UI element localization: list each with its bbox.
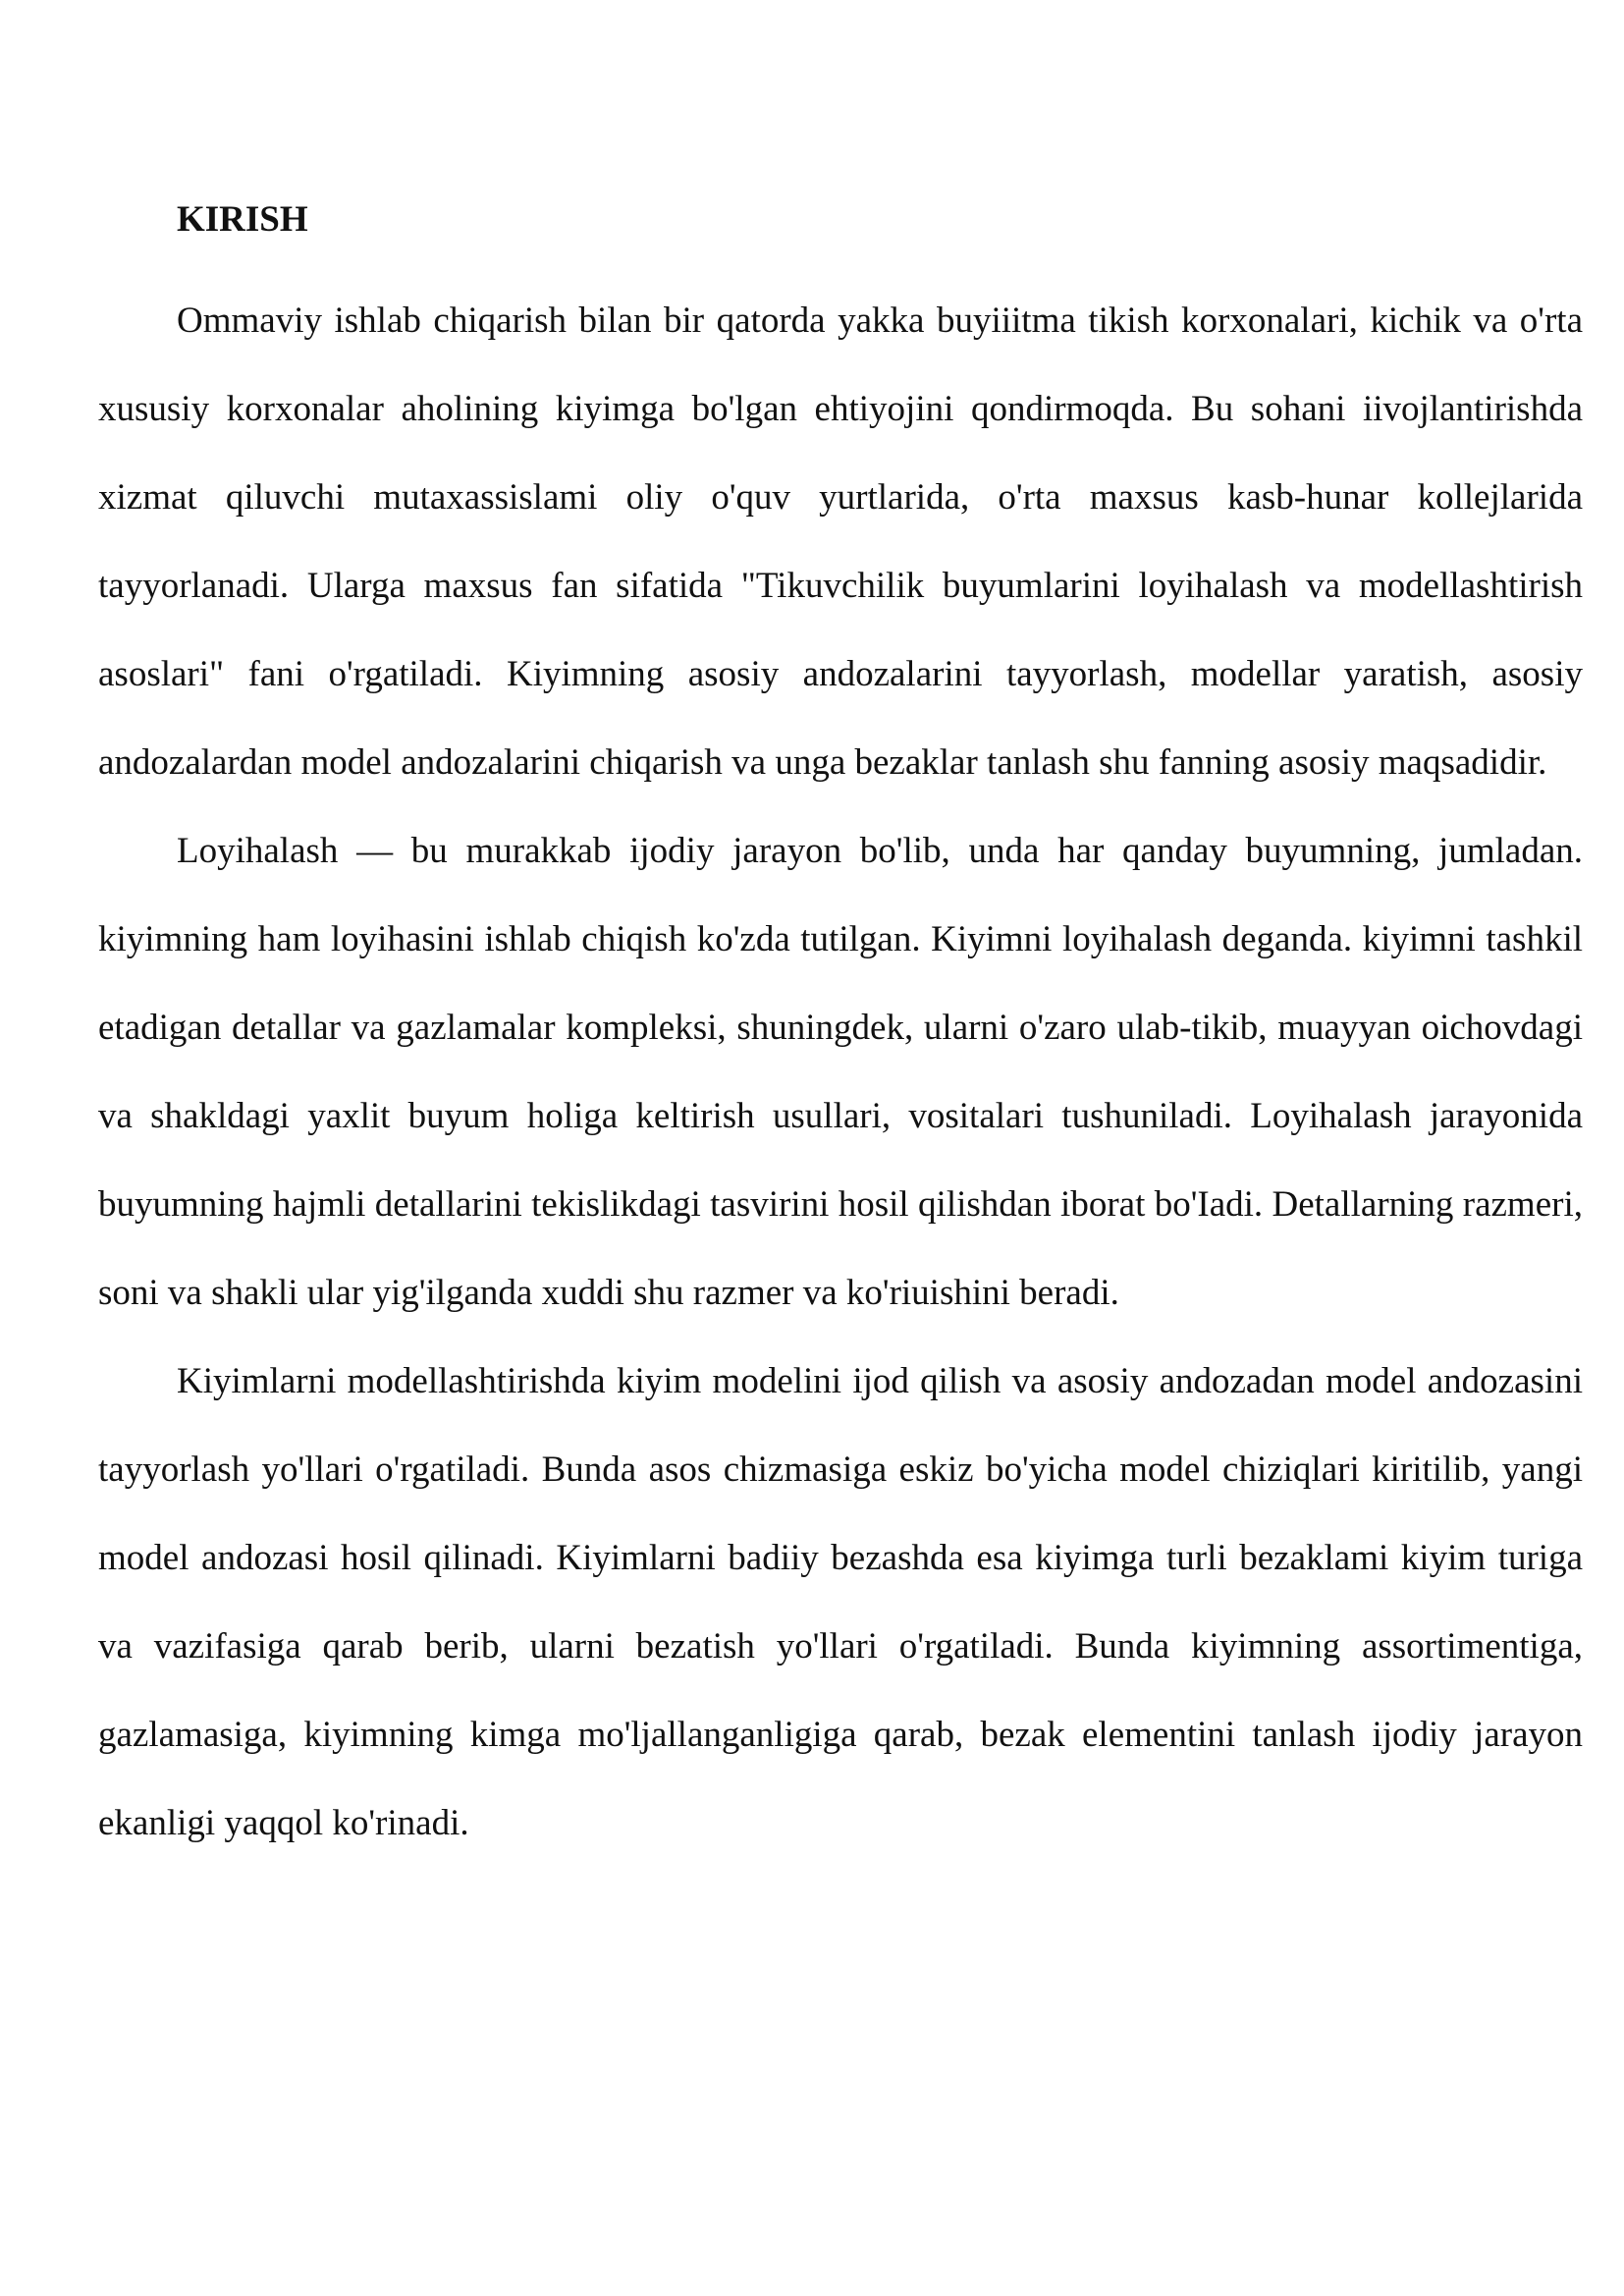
paragraph-2: Loyihalash — bu murakkab ijodiy jarayon bo'lib, unda har qanday buyumning, jumladan. kiyimning ham loyihasini ishlab chiqish ko'zda tutilgan. Kiyimni loyihalash deganda. kiyimni tashkil etadigan detallar va gazlamalar kompleksi, shuningdek, ularni o'zaro ulab-tikib, muayyan oichovdagi va shakldagi yaxlit buyum holiga keltirish usullari, vositalari tushuniladi. Loyihalash jarayonida buyumning hajmli detallarini tekislikdagi tasvirini hosil qilishdan iborat bo'Iadi. Detallarning razmeri, soni va shakli ular yig'ilganda xuddi shu razmer va ko'riuishini beradi. — [98, 831, 1583, 1313]
paragraph-1: Ommaviy ishlab chiqarish bilan bir qatorda yakka buyiiitma tikish korxonalari, kichik va o'rta xususiy korxonalar aholining kiyimga bo'lgan ehtiyojini qondirmoqda. Bu sohani iivojlantirishda xizmat qiluvchi mutaxassislami oliy o'quv yurtlarida, o'rta maxsus kasb-hunar kollejlarida tayyorlanadi. Ularga maxsus fan sifatida "Tikuvchilik buyumlarini loyihalash va modellashtirish asoslari" fani o'rgatiladi. Kiyimning asosiy andozalarini tayyorlash, modellar yaratish, asosiy andozalardan model andozalarini chiqarish va unga bezaklar tanlash shu fanning asosiy maqsadidir. — [98, 301, 1583, 783]
section-heading: KIRISH — [177, 199, 308, 240]
paragraph-3: Kiyimlarni modellashtirishda kiyim modelini ijod qilish va asosiy andozadan model andozasini tayyorlash yo'llari o'rgatiladi. Bunda asos chizmasiga eskiz bo'yicha model chiziqlari kiritilib, yangi model andozasi hosil qilinadi. Kiyimlarni badiiy bezashda esa kiyimga turli bezaklami kiyim turiga va vazifasiga qarab berib, ularni bezatish yo'llari o'rgatiladi. Bunda kiyimning assortimentiga, gazlamasiga, kiyimning kimga mo'ljallanganligiga qarab, bezak elementini tanlash ijodiy jarayon ekanligi yaqqol ko'rinadi. — [98, 1361, 1583, 1843]
document-body — [98, 189, 1583, 1868]
